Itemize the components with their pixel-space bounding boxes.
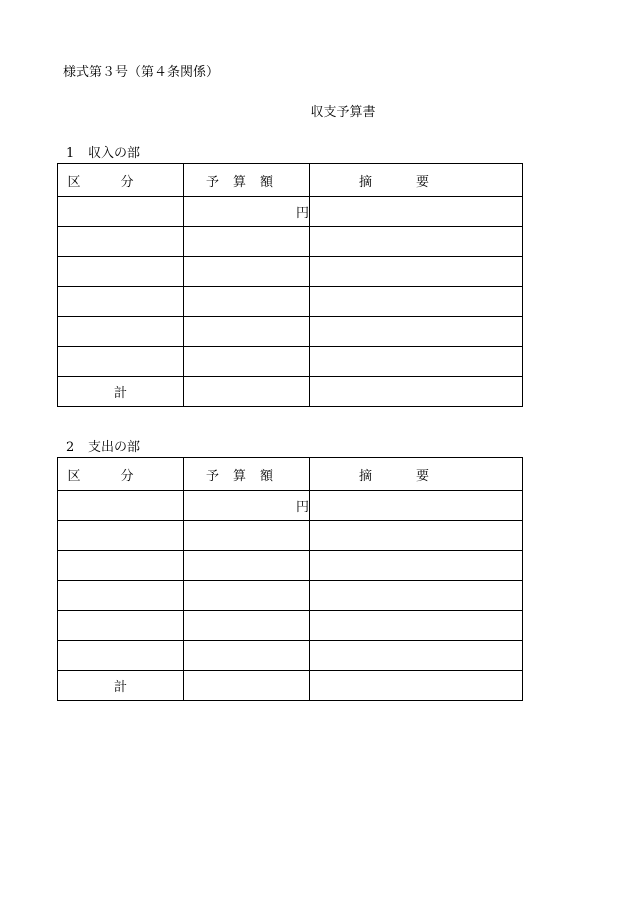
table-header-row xyxy=(58,458,523,491)
table-row xyxy=(58,347,523,377)
cell-summary[interactable] xyxy=(310,197,523,227)
table-row xyxy=(58,611,523,641)
cell-amount[interactable] xyxy=(184,641,310,671)
cell-amount[interactable] xyxy=(184,551,310,581)
expense-section-heading xyxy=(66,439,140,457)
income-section-heading xyxy=(66,145,140,163)
document-title-container xyxy=(0,104,630,122)
cell-amount[interactable] xyxy=(184,287,310,317)
cell-kubun[interactable] xyxy=(58,317,184,347)
cell-kubun[interactable] xyxy=(58,197,184,227)
cell-amount[interactable] xyxy=(184,227,310,257)
expense-table xyxy=(57,457,523,701)
section-title: 支出の部 xyxy=(88,440,141,455)
cell-amount[interactable] xyxy=(184,317,310,347)
table-row xyxy=(58,581,523,611)
cell-amount[interactable] xyxy=(184,257,310,287)
cell-kubun[interactable] xyxy=(58,521,184,551)
cell-kubun[interactable] xyxy=(58,227,184,257)
table-header-row xyxy=(58,164,523,197)
table-row xyxy=(58,287,523,317)
cell-kubun[interactable] xyxy=(58,551,184,581)
cell-total-summary[interactable] xyxy=(310,377,523,407)
cell-summary[interactable] xyxy=(310,287,523,317)
cell-kubun[interactable] xyxy=(58,611,184,641)
section-number: 1 xyxy=(66,146,75,161)
cell-amount[interactable] xyxy=(184,581,310,611)
table-total-row xyxy=(58,671,523,701)
cell-summary[interactable] xyxy=(310,257,523,287)
cell-kubun[interactable] xyxy=(58,641,184,671)
cell-summary[interactable] xyxy=(310,491,523,521)
cell-summary[interactable] xyxy=(310,551,523,581)
table-total-row xyxy=(58,377,523,407)
section-number: 2 xyxy=(66,440,75,455)
cell-summary[interactable] xyxy=(310,347,523,377)
header-summary: 摘要 xyxy=(310,164,523,197)
header-amount: 予算額 xyxy=(184,458,310,491)
cell-kubun[interactable] xyxy=(58,347,184,377)
table-row xyxy=(58,521,523,551)
cell-summary[interactable] xyxy=(310,641,523,671)
cell-summary[interactable] xyxy=(310,317,523,347)
document-title: 収支予算書 xyxy=(310,105,376,120)
table-row xyxy=(58,551,523,581)
cell-amount[interactable]: 円 xyxy=(184,197,310,227)
table-row xyxy=(58,257,523,287)
cell-total-summary[interactable] xyxy=(310,671,523,701)
form-number: 様式第３号（第４条関係） xyxy=(63,65,220,80)
header-summary: 摘要 xyxy=(310,458,523,491)
header-kubun: 区分 xyxy=(58,458,184,491)
cell-kubun[interactable] xyxy=(58,491,184,521)
table-row xyxy=(58,641,523,671)
header-amount: 予算額 xyxy=(184,164,310,197)
cell-amount[interactable]: 円 xyxy=(184,491,310,521)
table-row xyxy=(58,197,523,227)
cell-amount[interactable] xyxy=(184,611,310,641)
cell-kubun[interactable] xyxy=(58,581,184,611)
cell-amount[interactable] xyxy=(184,521,310,551)
cell-kubun[interactable] xyxy=(58,287,184,317)
cell-total-amount[interactable] xyxy=(184,377,310,407)
table-row xyxy=(58,491,523,521)
total-label: 計 xyxy=(58,377,184,407)
header-kubun: 区分 xyxy=(58,164,184,197)
cell-summary[interactable] xyxy=(310,521,523,551)
income-table xyxy=(57,163,523,407)
cell-summary[interactable] xyxy=(310,227,523,257)
cell-summary[interactable] xyxy=(310,581,523,611)
cell-kubun[interactable] xyxy=(58,257,184,287)
cell-summary[interactable] xyxy=(310,611,523,641)
table-row xyxy=(58,227,523,257)
section-title: 収入の部 xyxy=(88,146,141,161)
cell-amount[interactable] xyxy=(184,347,310,377)
cell-total-amount[interactable] xyxy=(184,671,310,701)
total-label: 計 xyxy=(58,671,184,701)
table-row xyxy=(58,317,523,347)
